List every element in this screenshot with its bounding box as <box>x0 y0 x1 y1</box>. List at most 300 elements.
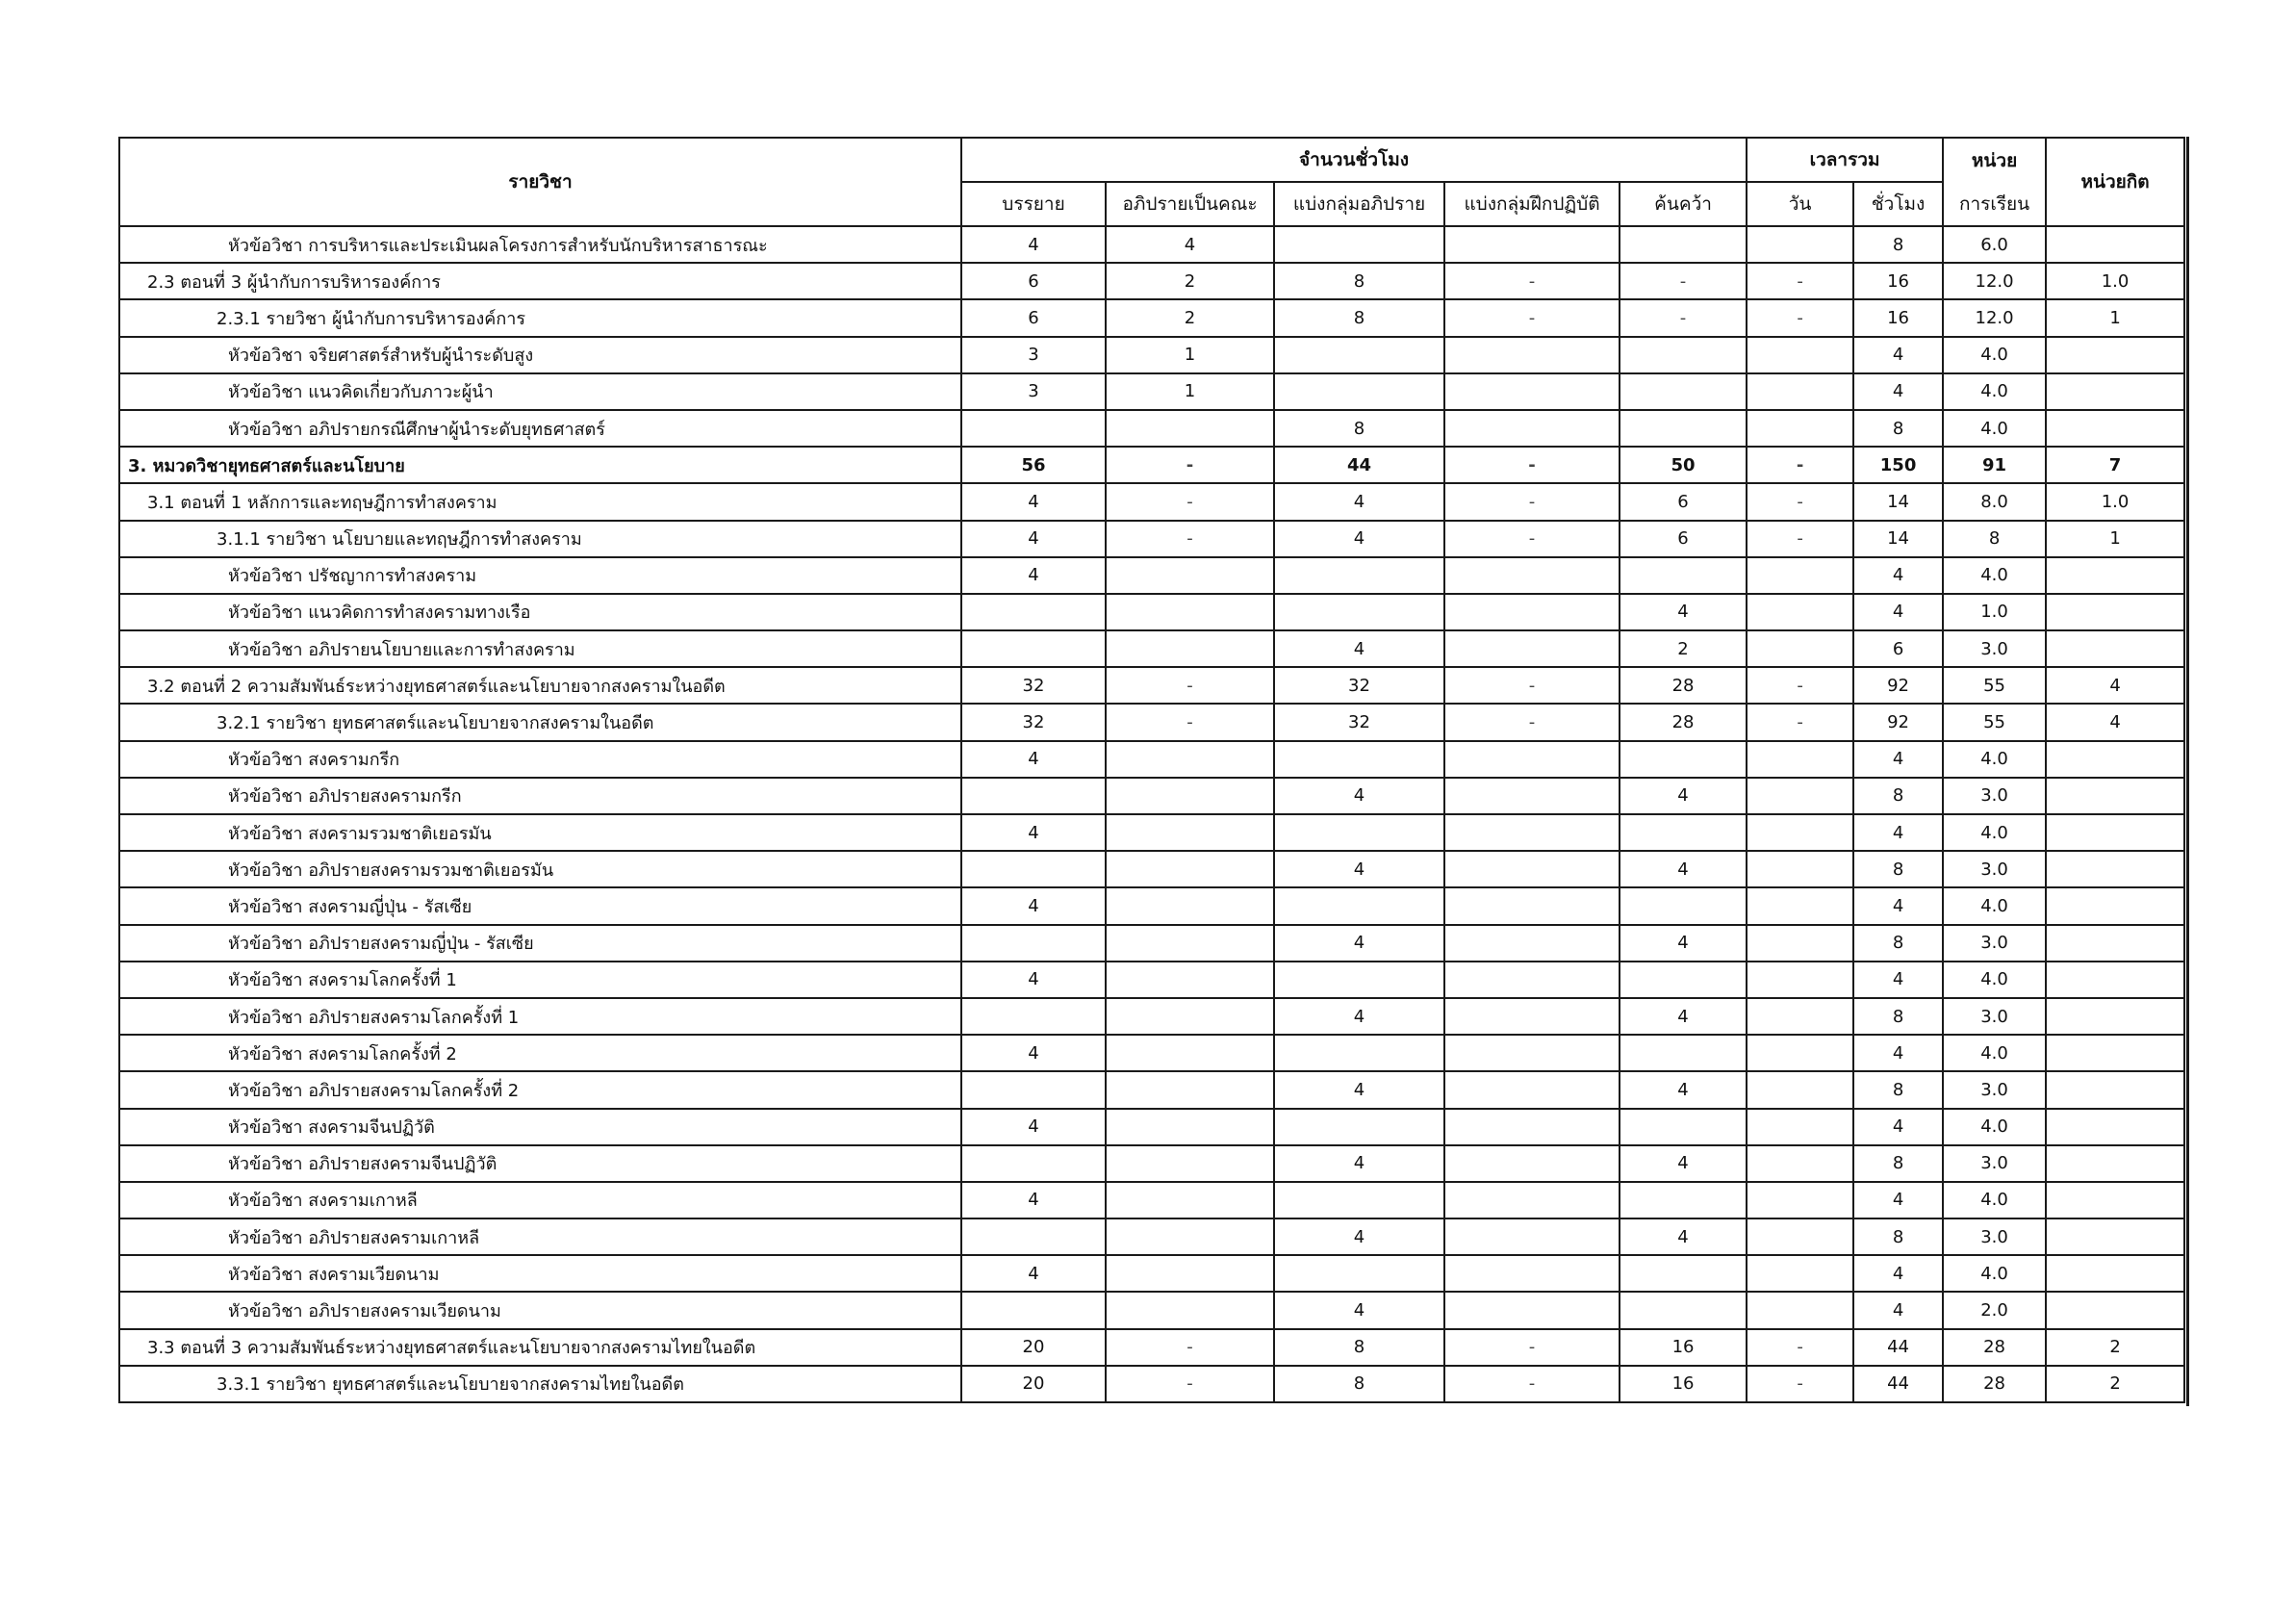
subject-cell: หัวข้อวิชา สงครามกรีก <box>119 741 961 778</box>
split-practice-cell <box>1444 630 1620 667</box>
unit-study-cell: 3.0 <box>1943 778 2046 814</box>
lecture-cell <box>961 998 1106 1035</box>
table-row <box>119 778 2184 814</box>
days-cell <box>1747 851 1853 887</box>
group-discuss-cell: 1 <box>1106 337 1274 373</box>
hours-cell: 4 <box>1853 1182 1943 1218</box>
split-discuss-cell: 44 <box>1274 447 1444 483</box>
unit-study-cell: 4.0 <box>1943 373 2046 410</box>
split-discuss-cell <box>1274 337 1444 373</box>
table-row <box>119 925 2184 962</box>
unit-study-cell: 3.0 <box>1943 851 2046 887</box>
group-discuss-cell <box>1106 1218 1274 1255</box>
lecture-cell <box>961 410 1106 447</box>
header-hours-group: จำนวนชั่วโมง <box>961 138 1747 182</box>
days-cell <box>1747 410 1853 447</box>
unit-study-cell: 28 <box>1943 1329 2046 1366</box>
days-cell <box>1747 1109 1853 1145</box>
table-row <box>119 410 2184 447</box>
unit-study-cell: 4.0 <box>1943 1255 2046 1292</box>
subject-cell: หัวข้อวิชา อภิปรายสงครามเวียดนาม <box>119 1292 961 1328</box>
group-discuss-cell <box>1106 851 1274 887</box>
table-row <box>119 1255 2184 1292</box>
unit-study-cell: 91 <box>1943 447 2046 483</box>
table-row <box>119 814 2184 851</box>
credit-cell <box>2046 851 2184 887</box>
group-discuss-cell: 2 <box>1106 299 1274 336</box>
split-practice-cell <box>1444 962 1620 998</box>
days-cell: - <box>1747 667 1853 704</box>
header-credit: หน่วยกิต <box>2046 138 2184 226</box>
table-row <box>119 1145 2184 1182</box>
subject-cell: หัวข้อวิชา อภิปรายสงครามกรีก <box>119 778 961 814</box>
hours-cell: 16 <box>1853 263 1943 299</box>
credit-cell <box>2046 962 2184 998</box>
group-discuss-cell <box>1106 557 1274 594</box>
header-unit-study-bottom: การเรียน <box>1943 182 2046 226</box>
unit-study-cell: 12.0 <box>1943 299 2046 336</box>
split-practice-cell <box>1444 887 1620 924</box>
unit-study-cell: 2.0 <box>1943 1292 2046 1328</box>
research-cell <box>1620 1292 1747 1328</box>
group-discuss-cell <box>1106 741 1274 778</box>
research-cell <box>1620 373 1747 410</box>
group-discuss-cell <box>1106 1255 1274 1292</box>
credit-cell <box>2046 557 2184 594</box>
hours-cell: 8 <box>1853 778 1943 814</box>
credit-cell: 1.0 <box>2046 263 2184 299</box>
unit-study-cell: 4.0 <box>1943 557 2046 594</box>
days-cell: - <box>1747 483 1853 520</box>
subject-cell: หัวข้อวิชา ปรัชญาการทำสงคราม <box>119 557 961 594</box>
table-row <box>119 741 2184 778</box>
split-discuss-cell <box>1274 1035 1444 1071</box>
split-discuss-cell: 4 <box>1274 851 1444 887</box>
subject-cell: หัวข้อวิชา สงครามเกาหลี <box>119 1182 961 1218</box>
credit-cell: 1 <box>2046 299 2184 336</box>
credit-cell <box>2046 1109 2184 1145</box>
split-discuss-cell: 8 <box>1274 1329 1444 1366</box>
split-practice-cell <box>1444 410 1620 447</box>
subject-cell: หัวข้อวิชา สงครามโลกครั้งที่ 1 <box>119 962 961 998</box>
credit-cell <box>2046 814 2184 851</box>
table-row <box>119 630 2184 667</box>
unit-study-cell: 3.0 <box>1943 630 2046 667</box>
lecture-cell <box>961 778 1106 814</box>
lecture-cell: 20 <box>961 1329 1106 1366</box>
subject-cell: หัวข้อวิชา อภิปรายกรณีศึกษาผู้นำระดับยุทธศาสตร์ <box>119 410 961 447</box>
table-row <box>119 704 2184 740</box>
lecture-cell: 32 <box>961 704 1106 740</box>
split-practice-cell <box>1444 778 1620 814</box>
group-discuss-cell <box>1106 1109 1274 1145</box>
group-discuss-cell <box>1106 962 1274 998</box>
days-cell <box>1747 887 1853 924</box>
hours-cell: 4 <box>1853 557 1943 594</box>
lecture-cell: 32 <box>961 667 1106 704</box>
credit-cell <box>2046 887 2184 924</box>
research-cell: 50 <box>1620 447 1747 483</box>
credit-cell <box>2046 1071 2184 1108</box>
days-cell <box>1747 962 1853 998</box>
credit-cell <box>2046 1218 2184 1255</box>
research-cell: 4 <box>1620 925 1747 962</box>
split-discuss-cell: 4 <box>1274 998 1444 1035</box>
table-row <box>119 1182 2184 1218</box>
lecture-cell: 4 <box>961 741 1106 778</box>
unit-study-cell: 4.0 <box>1943 1109 2046 1145</box>
table-outer-border <box>2186 137 2189 1406</box>
lecture-cell: 4 <box>961 226 1106 263</box>
split-discuss-cell <box>1274 557 1444 594</box>
group-discuss-cell <box>1106 1145 1274 1182</box>
unit-study-cell: 8 <box>1943 521 2046 557</box>
days-cell <box>1747 1292 1853 1328</box>
days-cell <box>1747 1145 1853 1182</box>
credit-cell <box>2046 1292 2184 1328</box>
curriculum-hours-table <box>118 137 2185 1403</box>
credit-cell <box>2046 373 2184 410</box>
research-cell <box>1620 1109 1747 1145</box>
split-discuss-cell: 4 <box>1274 1218 1444 1255</box>
unit-study-cell: 4.0 <box>1943 410 2046 447</box>
split-practice-cell <box>1444 226 1620 263</box>
hours-cell: 8 <box>1853 1218 1943 1255</box>
lecture-cell <box>961 1292 1106 1328</box>
days-cell: - <box>1747 1366 1853 1402</box>
split-practice-cell <box>1444 1145 1620 1182</box>
subject-cell: 3.3 ตอนที่ 3 ความสัมพันธ์ระหว่างยุทธศาสตร์และนโยบายจากสงครามไทยในอดีต <box>119 1329 961 1366</box>
header-hours: ชั่วโมง <box>1853 182 1943 226</box>
split-practice-cell <box>1444 1109 1620 1145</box>
split-discuss-cell: 8 <box>1274 263 1444 299</box>
split-discuss-cell <box>1274 1255 1444 1292</box>
split-practice-cell <box>1444 1255 1620 1292</box>
split-discuss-cell: 4 <box>1274 483 1444 520</box>
hours-cell: 8 <box>1853 410 1943 447</box>
table-row <box>119 667 2184 704</box>
lecture-cell: 4 <box>961 1255 1106 1292</box>
unit-study-cell: 55 <box>1943 704 2046 740</box>
credit-cell <box>2046 410 2184 447</box>
group-discuss-cell: - <box>1106 704 1274 740</box>
lecture-cell: 6 <box>961 263 1106 299</box>
hours-cell: 8 <box>1853 1145 1943 1182</box>
split-discuss-cell <box>1274 741 1444 778</box>
split-practice-cell <box>1444 925 1620 962</box>
lecture-cell: 4 <box>961 521 1106 557</box>
research-cell <box>1620 814 1747 851</box>
group-discuss-cell: - <box>1106 667 1274 704</box>
split-practice-cell: - <box>1444 447 1620 483</box>
days-cell <box>1747 1255 1853 1292</box>
table-row <box>119 887 2184 924</box>
group-discuss-cell: - <box>1106 483 1274 520</box>
hours-cell: 4 <box>1853 373 1943 410</box>
group-discuss-cell <box>1106 925 1274 962</box>
group-discuss-cell <box>1106 1035 1274 1071</box>
hours-cell: 8 <box>1853 226 1943 263</box>
group-discuss-cell: - <box>1106 447 1274 483</box>
credit-cell <box>2046 925 2184 962</box>
split-discuss-cell: 4 <box>1274 630 1444 667</box>
credit-cell <box>2046 337 2184 373</box>
days-cell: - <box>1747 263 1853 299</box>
research-cell: 16 <box>1620 1329 1747 1366</box>
lecture-cell: 4 <box>961 557 1106 594</box>
unit-study-cell: 55 <box>1943 667 2046 704</box>
hours-cell: 4 <box>1853 887 1943 924</box>
credit-cell: 1.0 <box>2046 483 2184 520</box>
credit-cell <box>2046 1182 2184 1218</box>
days-cell: - <box>1747 299 1853 336</box>
group-discuss-cell: 2 <box>1106 263 1274 299</box>
credit-cell <box>2046 630 2184 667</box>
group-discuss-cell <box>1106 814 1274 851</box>
unit-study-cell: 3.0 <box>1943 998 2046 1035</box>
group-discuss-cell <box>1106 594 1274 630</box>
research-cell: 4 <box>1620 998 1747 1035</box>
hours-cell: 4 <box>1853 594 1943 630</box>
credit-cell <box>2046 1145 2184 1182</box>
split-discuss-cell: 8 <box>1274 299 1444 336</box>
subject-cell: หัวข้อวิชา อภิปรายสงครามโลกครั้งที่ 1 <box>119 998 961 1035</box>
unit-study-cell: 8.0 <box>1943 483 2046 520</box>
split-discuss-cell: 4 <box>1274 1145 1444 1182</box>
group-discuss-cell: - <box>1106 521 1274 557</box>
group-discuss-cell <box>1106 1071 1274 1108</box>
split-practice-cell <box>1444 998 1620 1035</box>
split-practice-cell <box>1444 1071 1620 1108</box>
group-discuss-cell <box>1106 778 1274 814</box>
research-cell: 4 <box>1620 851 1747 887</box>
research-cell <box>1620 887 1747 924</box>
research-cell <box>1620 557 1747 594</box>
research-cell: 28 <box>1620 704 1747 740</box>
credit-cell <box>2046 1255 2184 1292</box>
hours-cell: 44 <box>1853 1329 1943 1366</box>
subject-cell: หัวข้อวิชา แนวคิดเกี่ยวกับภาวะผู้นำ <box>119 373 961 410</box>
split-practice-cell: - <box>1444 1366 1620 1402</box>
days-cell <box>1747 814 1853 851</box>
research-cell <box>1620 1182 1747 1218</box>
header-research: ค้นคว้า <box>1620 182 1747 226</box>
days-cell <box>1747 1218 1853 1255</box>
split-discuss-cell: 4 <box>1274 778 1444 814</box>
unit-study-cell: 4.0 <box>1943 962 2046 998</box>
header-time-group: เวลารวม <box>1747 138 1943 182</box>
hours-cell: 92 <box>1853 704 1943 740</box>
unit-study-cell: 28 <box>1943 1366 2046 1402</box>
split-practice-cell <box>1444 1218 1620 1255</box>
table-row <box>119 299 2184 336</box>
split-practice-cell: - <box>1444 263 1620 299</box>
table-row <box>119 263 2184 299</box>
split-practice-cell <box>1444 1292 1620 1328</box>
split-practice-cell: - <box>1444 483 1620 520</box>
split-practice-cell <box>1444 373 1620 410</box>
split-practice-cell <box>1444 594 1620 630</box>
research-cell: 28 <box>1620 667 1747 704</box>
split-discuss-cell: 8 <box>1274 410 1444 447</box>
credit-cell: 4 <box>2046 667 2184 704</box>
lecture-cell <box>961 1145 1106 1182</box>
unit-study-cell: 4.0 <box>1943 337 2046 373</box>
header-unit-study-top: หน่วย <box>1943 138 2046 182</box>
split-practice-cell: - <box>1444 299 1620 336</box>
group-discuss-cell: 1 <box>1106 373 1274 410</box>
hours-cell: 8 <box>1853 925 1943 962</box>
group-discuss-cell <box>1106 998 1274 1035</box>
lecture-cell <box>961 1071 1106 1108</box>
research-cell <box>1620 741 1747 778</box>
group-discuss-cell: - <box>1106 1366 1274 1402</box>
hours-cell: 4 <box>1853 962 1943 998</box>
table-row <box>119 1218 2184 1255</box>
research-cell <box>1620 962 1747 998</box>
days-cell <box>1747 998 1853 1035</box>
credit-cell: 2 <box>2046 1329 2184 1366</box>
table-row <box>119 1366 2184 1402</box>
hours-cell: 6 <box>1853 630 1943 667</box>
hours-cell: 4 <box>1853 337 1943 373</box>
split-discuss-cell: 4 <box>1274 925 1444 962</box>
research-cell: - <box>1620 263 1747 299</box>
hours-cell: 14 <box>1853 483 1943 520</box>
split-practice-cell <box>1444 337 1620 373</box>
subject-cell: หัวข้อวิชา อภิปรายสงครามรวมชาติเยอรมัน <box>119 851 961 887</box>
subject-cell: 2.3 ตอนที่ 3 ผู้นำกับการบริหารองค์การ <box>119 263 961 299</box>
table-row <box>119 483 2184 520</box>
table-row <box>119 1292 2184 1328</box>
group-discuss-cell <box>1106 887 1274 924</box>
subject-cell: หัวข้อวิชา อภิปรายสงครามโลกครั้งที่ 2 <box>119 1071 961 1108</box>
unit-study-cell: 4.0 <box>1943 1182 2046 1218</box>
lecture-cell <box>961 851 1106 887</box>
research-cell <box>1620 1255 1747 1292</box>
research-cell: 4 <box>1620 1145 1747 1182</box>
split-practice-cell: - <box>1444 1329 1620 1366</box>
subject-cell: หัวข้อวิชา จริยศาสตร์สำหรับผู้นำระดับสูง <box>119 337 961 373</box>
research-cell: - <box>1620 299 1747 336</box>
lecture-cell <box>961 1218 1106 1255</box>
credit-cell <box>2046 741 2184 778</box>
hours-cell: 4 <box>1853 1109 1943 1145</box>
split-discuss-cell: 8 <box>1274 1366 1444 1402</box>
hours-cell: 4 <box>1853 741 1943 778</box>
split-discuss-cell <box>1274 962 1444 998</box>
split-discuss-cell: 4 <box>1274 1292 1444 1328</box>
days-cell <box>1747 337 1853 373</box>
unit-study-cell: 4.0 <box>1943 814 2046 851</box>
credit-cell: 1 <box>2046 521 2184 557</box>
hours-cell: 92 <box>1853 667 1943 704</box>
days-cell <box>1747 741 1853 778</box>
lecture-cell: 6 <box>961 299 1106 336</box>
table-row <box>119 998 2184 1035</box>
days-cell <box>1747 778 1853 814</box>
days-cell: - <box>1747 704 1853 740</box>
split-discuss-cell <box>1274 814 1444 851</box>
subject-cell: หัวข้อวิชา สงครามรวมชาติเยอรมัน <box>119 814 961 851</box>
table-row <box>119 1071 2184 1108</box>
credit-cell <box>2046 998 2184 1035</box>
subject-cell: หัวข้อวิชา การบริหารและประเมินผลโครงการสำหรับนักบริหารสาธารณะ <box>119 226 961 263</box>
table-row <box>119 226 2184 263</box>
days-cell <box>1747 1071 1853 1108</box>
research-cell <box>1620 1035 1747 1071</box>
research-cell: 6 <box>1620 483 1747 520</box>
header-lecture: บรรยาย <box>961 182 1106 226</box>
research-cell: 6 <box>1620 521 1747 557</box>
subject-cell: 3.3.1 รายวิชา ยุทธศาสตร์และนโยบายจากสงครามไทยในอดีต <box>119 1366 961 1402</box>
unit-study-cell: 3.0 <box>1943 1071 2046 1108</box>
subject-cell: หัวข้อวิชา อภิปรายสงครามเกาหลี <box>119 1218 961 1255</box>
credit-cell <box>2046 778 2184 814</box>
days-cell: - <box>1747 447 1853 483</box>
credit-cell: 2 <box>2046 1366 2184 1402</box>
lecture-cell: 3 <box>961 337 1106 373</box>
days-cell <box>1747 594 1853 630</box>
split-discuss-cell <box>1274 373 1444 410</box>
lecture-cell <box>961 630 1106 667</box>
lecture-cell <box>961 925 1106 962</box>
lecture-cell: 20 <box>961 1366 1106 1402</box>
subject-cell: หัวข้อวิชา สงครามโลกครั้งที่ 2 <box>119 1035 961 1071</box>
lecture-cell: 3 <box>961 373 1106 410</box>
split-discuss-cell <box>1274 594 1444 630</box>
split-discuss-cell: 4 <box>1274 1071 1444 1108</box>
subject-cell: หัวข้อวิชา สงครามญี่ปุ่น - รัสเซีย <box>119 887 961 924</box>
subject-cell: 3. หมวดวิชายุทธศาสตร์และนโยบาย <box>119 447 961 483</box>
unit-study-cell: 4.0 <box>1943 741 2046 778</box>
subject-cell: หัวข้อวิชา สงครามเวียดนาม <box>119 1255 961 1292</box>
unit-study-cell: 3.0 <box>1943 925 2046 962</box>
lecture-cell <box>961 594 1106 630</box>
split-practice-cell <box>1444 1035 1620 1071</box>
table-row <box>119 337 2184 373</box>
credit-cell: 4 <box>2046 704 2184 740</box>
hours-cell: 4 <box>1853 1255 1943 1292</box>
split-practice-cell: - <box>1444 704 1620 740</box>
hours-cell: 4 <box>1853 1292 1943 1328</box>
table-row <box>119 557 2184 594</box>
lecture-cell: 56 <box>961 447 1106 483</box>
days-cell <box>1747 630 1853 667</box>
hours-cell: 8 <box>1853 998 1943 1035</box>
split-discuss-cell: 32 <box>1274 704 1444 740</box>
hours-cell: 44 <box>1853 1366 1943 1402</box>
group-discuss-cell: - <box>1106 1329 1274 1366</box>
split-discuss-cell <box>1274 887 1444 924</box>
lecture-cell: 4 <box>961 483 1106 520</box>
research-cell: 4 <box>1620 778 1747 814</box>
days-cell <box>1747 557 1853 594</box>
table-row <box>119 1329 2184 1366</box>
days-cell <box>1747 925 1853 962</box>
group-discuss-cell <box>1106 630 1274 667</box>
table-row <box>119 373 2184 410</box>
research-cell: 4 <box>1620 1218 1747 1255</box>
split-practice-cell <box>1444 1182 1620 1218</box>
days-cell: - <box>1747 1329 1853 1366</box>
unit-study-cell: 4.0 <box>1943 887 2046 924</box>
group-discuss-cell: 4 <box>1106 226 1274 263</box>
credit-cell <box>2046 226 2184 263</box>
credit-cell <box>2046 594 2184 630</box>
split-discuss-cell <box>1274 226 1444 263</box>
header-group-discuss: อภิปรายเป็นคณะ <box>1106 182 1274 226</box>
